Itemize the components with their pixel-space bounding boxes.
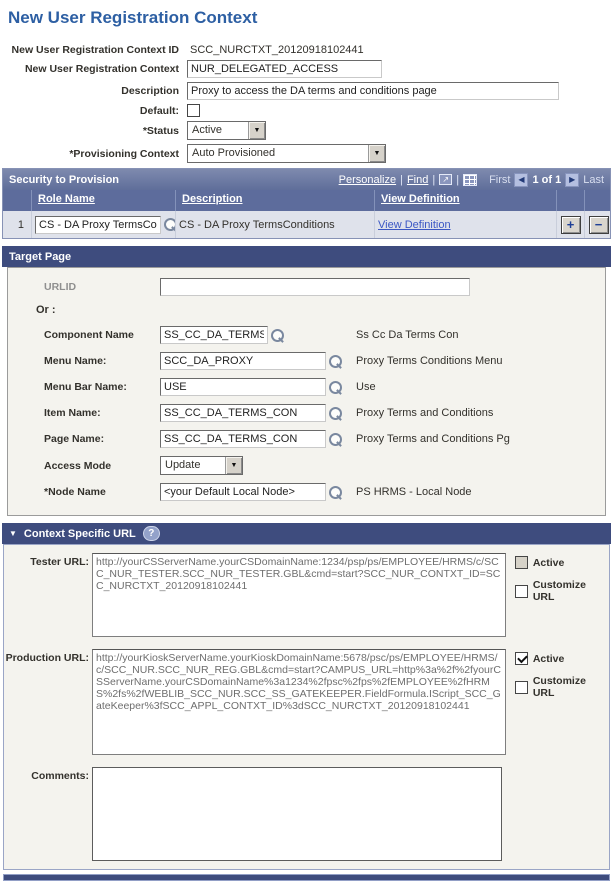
page-indicator: 1 of 1 <box>532 173 562 186</box>
page-name-desc: Proxy Terms and Conditions Pg <box>356 433 510 445</box>
urlid-input[interactable] <box>160 278 470 296</box>
add-row-cell <box>556 211 584 238</box>
menu-name-label: Menu Name: <box>44 355 107 367</box>
grid-column-headers <box>3 190 610 211</box>
form-row-description <box>2 82 611 100</box>
column-header-description[interactable]: Description <box>175 190 374 211</box>
component-name-desc: Ss Cc Da Terms Con <box>356 329 459 341</box>
row-number: 1 <box>17 218 24 231</box>
production-url-options <box>515 649 609 699</box>
form-row-id <box>2 44 611 56</box>
production-url-textarea[interactable] <box>92 649 506 755</box>
production-customize-checkbox[interactable] <box>515 681 528 694</box>
download-grid-icon[interactable] <box>463 174 477 186</box>
description-label: Description <box>121 85 179 97</box>
column-header-view-definition[interactable]: View Definition <box>374 190 556 211</box>
status-select[interactable] <box>187 121 266 140</box>
collapsed-section-bar <box>3 874 610 881</box>
item-name-input[interactable] <box>160 404 326 422</box>
search-icon[interactable] <box>328 406 343 421</box>
find-link[interactable]: Find <box>406 173 429 186</box>
node-name-row <box>44 483 605 501</box>
toolbar-separator: | <box>456 173 460 186</box>
search-icon[interactable] <box>328 432 343 447</box>
production-active-checkbox[interactable] <box>515 652 528 665</box>
search-icon[interactable] <box>328 485 343 500</box>
search-icon[interactable] <box>328 380 343 395</box>
item-name-row <box>44 404 605 422</box>
item-name-desc: Proxy Terms and Conditions <box>356 407 494 419</box>
tester-active-checkbox <box>515 556 528 569</box>
or-label: Or : <box>36 304 56 316</box>
column-header-role-name[interactable]: Role Name <box>31 190 175 211</box>
role-description-cell: CS - DA Proxy TermsConditions <box>175 211 374 238</box>
help-icon[interactable]: ? <box>143 526 160 541</box>
personalize-link[interactable]: Personalize <box>338 173 397 186</box>
table-row <box>3 211 610 238</box>
role-name-cell <box>31 211 175 238</box>
page-name-label: Page Name: <box>44 433 105 445</box>
provisioning-select[interactable] <box>187 144 386 163</box>
component-name-label: Component Name <box>44 329 134 341</box>
view-definition-link[interactable]: View Definition <box>378 218 451 231</box>
context-url-header <box>2 523 611 544</box>
tester-url-textarea[interactable] <box>92 553 506 637</box>
menu-bar-name-label: Menu Bar Name: <box>44 381 127 393</box>
last-label: Last <box>583 173 604 186</box>
form-row-status <box>2 121 611 140</box>
page-name-row <box>44 430 605 448</box>
security-grid <box>2 168 611 239</box>
search-icon[interactable] <box>163 217 175 232</box>
toolbar-separator: | <box>432 173 436 186</box>
grid-toolbar <box>339 173 604 187</box>
search-icon[interactable] <box>270 328 285 343</box>
view-definition-cell <box>374 211 556 238</box>
next-page-icon[interactable]: ▶ <box>565 173 579 187</box>
form-row-default <box>2 104 611 117</box>
form-row-provisioning <box>2 144 611 163</box>
default-label: Default: <box>139 104 179 117</box>
node-name-label: *Node Name <box>44 486 106 498</box>
component-name-input[interactable] <box>160 326 268 344</box>
add-row-button[interactable]: + <box>561 216 581 234</box>
target-page-header <box>2 246 611 267</box>
menu-bar-name-input[interactable] <box>160 378 326 396</box>
menu-name-row <box>44 352 605 370</box>
access-mode-value: Update <box>165 459 201 471</box>
context-name-label: New User Registration Context <box>24 63 179 75</box>
column-header-delete <box>584 190 612 211</box>
dropdown-arrow-icon[interactable] <box>225 457 242 474</box>
status-label: *Status <box>142 124 179 137</box>
tester-url-row <box>4 553 609 637</box>
tester-url-label: Tester URL: <box>30 556 89 568</box>
context-url-title: Context Specific URL <box>23 527 136 540</box>
status-select-value: Active <box>192 124 222 136</box>
column-header-add <box>556 190 584 211</box>
context-name-input[interactable] <box>187 60 382 78</box>
tester-customize-checkbox[interactable] <box>515 585 528 598</box>
dropdown-arrow-icon[interactable] <box>248 122 265 139</box>
dropdown-arrow-icon[interactable] <box>368 145 385 162</box>
production-url-label: Production URL: <box>5 652 89 664</box>
page-name-input[interactable] <box>160 430 326 448</box>
production-customize-label: Customize URL <box>532 675 586 699</box>
target-page-title: Target Page <box>9 250 72 263</box>
production-customize-option <box>515 675 609 699</box>
grid-title-bar <box>3 169 610 190</box>
form-row-context <box>2 60 611 78</box>
urlid-row <box>44 278 605 296</box>
node-name-desc: PS HRMS - Local Node <box>356 486 472 498</box>
menu-name-desc: Proxy Terms Conditions Menu <box>356 355 503 367</box>
comments-textarea[interactable] <box>92 767 502 861</box>
tester-url-options <box>515 553 609 603</box>
role-name-input[interactable] <box>35 216 161 234</box>
item-name-label: Item Name: <box>44 407 101 419</box>
comments-row <box>4 767 609 861</box>
page-title: New User Registration Context <box>8 8 258 27</box>
delete-row-cell <box>584 211 612 238</box>
context-id-value: SCC_NURCTXT_20120918102441 <box>190 44 364 56</box>
collapse-section-icon[interactable]: ▼ <box>9 529 17 538</box>
tester-active-option <box>515 556 609 569</box>
production-active-option <box>515 652 609 665</box>
provisioning-select-value: Auto Provisioned <box>192 147 276 159</box>
production-active-label: Active <box>532 652 565 665</box>
open-new-window-icon[interactable]: ↗ <box>439 174 452 185</box>
context-url-body <box>3 544 610 870</box>
comments-label: Comments: <box>31 770 89 782</box>
menu-name-input[interactable] <box>160 352 326 370</box>
description-input[interactable] <box>187 82 559 100</box>
node-name-input[interactable] <box>160 483 326 501</box>
access-mode-row <box>44 456 605 475</box>
target-page-body <box>7 267 606 516</box>
toolbar-separator: | <box>400 173 403 186</box>
search-icon[interactable] <box>328 354 343 369</box>
prev-page-icon[interactable]: ◀ <box>514 173 528 187</box>
page-root <box>0 8 613 887</box>
component-name-row <box>44 326 605 344</box>
production-url-row <box>4 649 609 755</box>
urlid-label: URLID <box>44 281 77 293</box>
header-form <box>2 44 611 163</box>
default-checkbox[interactable] <box>187 104 200 117</box>
tester-customize-label: Customize URL <box>532 579 586 603</box>
menu-bar-name-row <box>44 378 605 396</box>
access-mode-label: Access Mode <box>44 459 112 472</box>
access-mode-select[interactable] <box>160 456 243 475</box>
delete-row-button[interactable]: − <box>589 216 609 234</box>
tester-active-label: Active <box>532 556 565 569</box>
provisioning-label: *Provisioning Context <box>69 147 179 160</box>
grid-title: Security to Provision <box>9 173 120 186</box>
menu-bar-name-desc: Use <box>356 381 376 393</box>
context-id-label: New User Registration Context ID <box>11 44 179 56</box>
tester-customize-option <box>515 579 609 603</box>
first-label: First <box>489 173 511 186</box>
row-number-column-header <box>3 190 31 211</box>
